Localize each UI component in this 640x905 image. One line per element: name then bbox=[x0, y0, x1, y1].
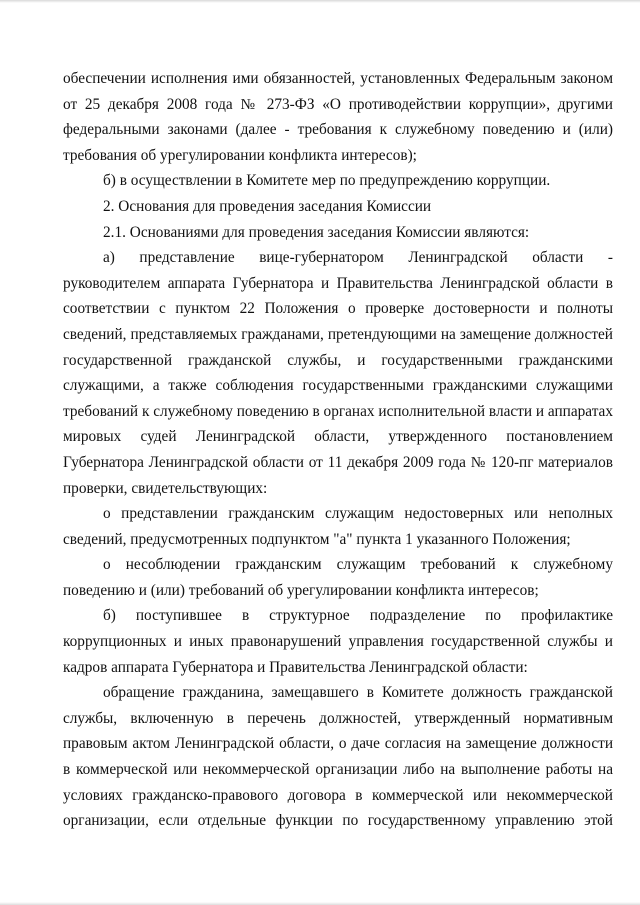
text-line: б) поступившее в структурное подразделение по профилактике bbox=[103, 607, 613, 625]
paragraph bbox=[63, 168, 613, 194]
text-line: руководителем аппарата Губернатора и Правительства Ленинградской области в bbox=[63, 274, 613, 292]
text-line: 2. Основания для проведения заседания Комиссии bbox=[103, 197, 432, 215]
scan-edge-top bbox=[0, 0, 640, 3]
paragraph bbox=[63, 245, 613, 501]
text-line: федеральными законами (далее - требования к служебному поведению и (или) bbox=[63, 121, 613, 139]
text-line: поведению и (или) требований об урегулировании конфликта интересов; bbox=[63, 581, 539, 599]
paragraph bbox=[63, 220, 613, 246]
text-line: коррупционных и иных правонарушений управления государственной службы и bbox=[63, 633, 613, 651]
text-line: службы, включенную в перечень должностей, утвержденный нормативным bbox=[63, 709, 613, 727]
paragraph bbox=[63, 603, 613, 680]
text-line: в коммерческой или некоммерческой организации либо на выполнение работы на bbox=[63, 761, 613, 779]
paragraph bbox=[63, 552, 613, 603]
text-line: правовым актом Ленинградской области, о даче согласия на замещение должности bbox=[63, 735, 613, 753]
paragraph bbox=[63, 501, 613, 552]
text-line: соответствии с пунктом 22 Положения о проверке достоверности и полноты bbox=[63, 300, 613, 318]
text-line: обеспечении исполнения ими обязанностей, установленных Федеральным законом bbox=[63, 70, 613, 87]
text-line: проверки, свидетельствующих: bbox=[63, 479, 268, 497]
paragraph bbox=[63, 680, 613, 834]
text-line: б) в осуществлении в Комитете мер по предупреждению коррупции. bbox=[103, 172, 551, 190]
text-line: 2.1. Основаниями для проведения заседания Комиссии являются: bbox=[103, 223, 530, 241]
text-line: мировых судей Ленинградской области, утвержденного постановлением bbox=[63, 428, 613, 446]
text-line: требований к служебному поведению в органах исполнительной власти и аппаратах bbox=[63, 402, 613, 420]
text-line: государственной гражданской службы, и государственными гражданскими bbox=[63, 351, 613, 369]
paragraph bbox=[63, 66, 613, 168]
text-line: условиях гражданско-правового договора в коммерческой или некоммерческой bbox=[63, 786, 613, 804]
text-line: о представлении гражданским служащим недостоверных или неполных bbox=[103, 505, 613, 523]
text-line: сведений, предусмотренных подпунктом "а" пункта 1 указанного Положения; bbox=[63, 530, 571, 548]
text-line: требования об урегулировании конфликта интересов); bbox=[63, 146, 417, 164]
text-line: о несоблюдении гражданским служащим требований к служебному bbox=[103, 556, 613, 574]
text-line: кадров аппарата Губернатора и Правительства Ленинградской области: bbox=[63, 658, 528, 676]
text-line: а) представление вице-губернатором Ленинградской области - bbox=[103, 249, 613, 267]
text-line: обращение гражданина, замещавшего в Комитете должность гражданской bbox=[103, 684, 613, 702]
document-body bbox=[63, 66, 613, 834]
paragraph bbox=[63, 194, 613, 220]
text-line: сведений, представляемых гражданами, претендующими на замещение должностей bbox=[63, 325, 613, 343]
text-line: служащими, а также соблюдения государственными гражданскими служащими bbox=[63, 377, 613, 395]
text-line: от 25 декабря 2008 года № 273-ФЗ «О противодействии коррупции», другими bbox=[63, 95, 613, 113]
text-line: Губернатора Ленинградской области от 11 декабря 2009 года № 120-пг материалов bbox=[63, 453, 613, 471]
text-line: организации, если отдельные функции по государственному управлению этой bbox=[63, 812, 613, 830]
